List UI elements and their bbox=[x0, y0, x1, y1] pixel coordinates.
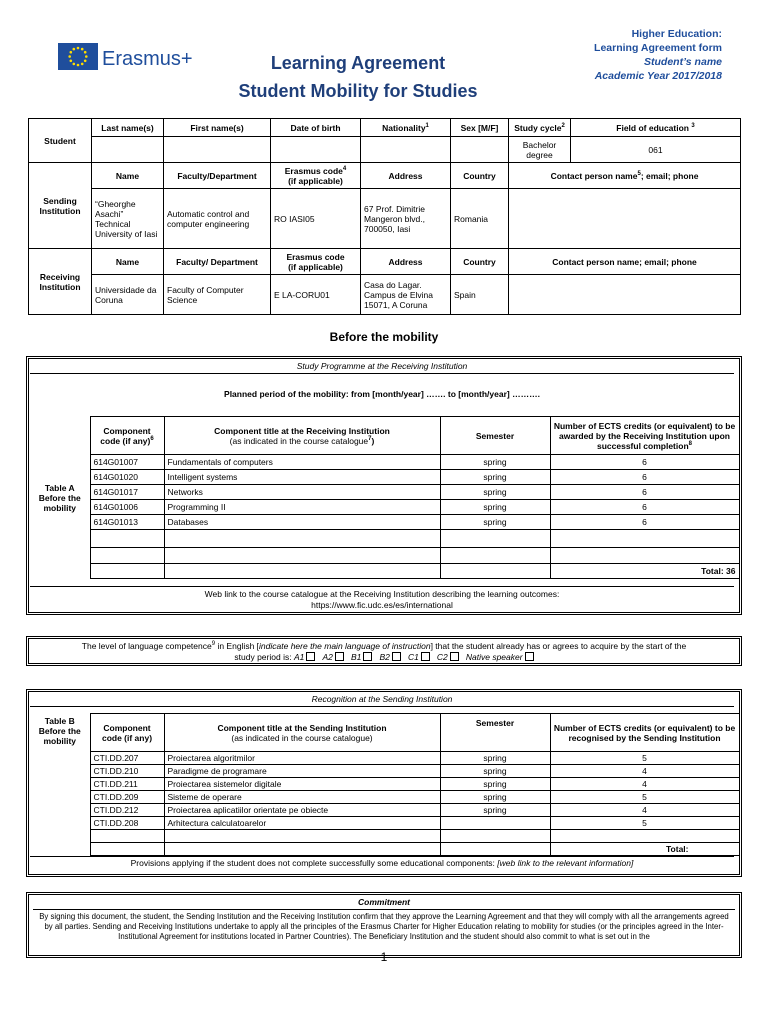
sup-1: 1 bbox=[425, 122, 429, 129]
sending-faculty-value[interactable]: Automatic control and computer engineering bbox=[164, 189, 271, 249]
receiving-col-contact: Contact person name; email; phone bbox=[509, 249, 741, 275]
date-of-birth-value[interactable] bbox=[271, 137, 361, 163]
table-b-caption: Recognition at the Sending Institution bbox=[30, 694, 734, 707]
table-b-label: Table B Before the mobility bbox=[30, 714, 90, 856]
sup-5: 5 bbox=[637, 170, 641, 177]
sending-code-text: Erasmus code bbox=[284, 165, 343, 176]
sending-address-value[interactable]: 67 Prof. Dimitrie Mangeron blvd., 700050, Iasi bbox=[361, 189, 451, 249]
col-nationality bbox=[361, 119, 451, 137]
commitment-title: Commitment bbox=[33, 897, 735, 910]
row-code: CTI.DD.207 bbox=[90, 752, 164, 765]
table-row bbox=[30, 843, 739, 856]
row-code: CTI.DD.208 bbox=[90, 817, 164, 830]
row-credits: 6 bbox=[550, 500, 739, 515]
row-semester: spring bbox=[440, 455, 550, 470]
col-study-cycle bbox=[509, 119, 571, 137]
row-title: Databases bbox=[164, 515, 440, 530]
row-title: Proiectarea algoritmilor bbox=[164, 752, 440, 765]
sex-value[interactable] bbox=[451, 137, 509, 163]
table-row bbox=[30, 455, 739, 470]
language-line1 bbox=[29, 639, 739, 652]
table-b-total: Total: bbox=[550, 843, 739, 856]
table-b-col-credits: Number of ECTS credits (or equivalent) to be recognised by the Sending Institution bbox=[550, 714, 739, 752]
header-right-line2: Learning Agreement form bbox=[594, 42, 722, 54]
table-a-title-sub: (as indicated in the course catalogue bbox=[229, 435, 369, 446]
language-italic: indicate here the main language of instruction bbox=[259, 640, 431, 651]
sending-label: Sending Institution bbox=[29, 163, 92, 249]
sending-contact-value[interactable] bbox=[509, 189, 741, 249]
table-a-label: Table A Before the mobility bbox=[30, 417, 90, 579]
checkbox-b1[interactable] bbox=[363, 652, 372, 661]
row-semester: spring bbox=[440, 500, 550, 515]
level-b2: B2 bbox=[379, 651, 390, 662]
language-text3: ] that the student already has or agrees to acquire by the start of the bbox=[430, 640, 687, 651]
row-title: Proiectarea sistemelor digitale bbox=[164, 778, 440, 791]
institutions-table bbox=[28, 118, 741, 315]
table-row bbox=[30, 470, 739, 485]
last-name-value[interactable] bbox=[92, 137, 164, 163]
table-a-title-text: Component title at the Receiving Institution bbox=[214, 425, 390, 436]
sending-col-name: Name bbox=[92, 163, 164, 189]
table-row bbox=[30, 530, 739, 548]
row-credits: 6 bbox=[550, 455, 739, 470]
table-row bbox=[30, 817, 739, 830]
row-semester: spring bbox=[440, 485, 550, 500]
language-text2: in English [ bbox=[215, 640, 260, 651]
provisions-text: Provisions applying if the student does not complete successfully some educational components: bbox=[130, 858, 498, 868]
row-code: 614G01013 bbox=[90, 515, 164, 530]
language-box bbox=[26, 636, 742, 666]
student-label: Student bbox=[29, 119, 92, 163]
row-code: CTI.DD.209 bbox=[90, 791, 164, 804]
receiving-col-name: Name bbox=[92, 249, 164, 275]
row-code: 614G01020 bbox=[90, 470, 164, 485]
sup-3: 3 bbox=[691, 122, 695, 129]
row-credits: 6 bbox=[550, 470, 739, 485]
table-row bbox=[30, 791, 739, 804]
col-last-name: Last name(s) bbox=[92, 119, 164, 137]
sending-country-value[interactable]: Romania bbox=[451, 189, 509, 249]
row-code: 614G01006 bbox=[90, 500, 164, 515]
table-row bbox=[30, 485, 739, 500]
provisions-line bbox=[30, 856, 734, 868]
checkbox-c2[interactable] bbox=[450, 652, 459, 661]
sending-name-value[interactable]: “Gheorghe Asachi” Technical University of Iasi bbox=[92, 189, 164, 249]
study-cycle-value[interactable]: Bachelor degree bbox=[509, 137, 571, 163]
row-code: CTI.DD.212 bbox=[90, 804, 164, 817]
checkbox-a1[interactable] bbox=[306, 652, 315, 661]
field-text: Field of education bbox=[616, 122, 689, 133]
planned-period: Planned period of the mobility: from [month/year] ……. to [month/year] ………. bbox=[224, 389, 540, 399]
language-text4: study period is: bbox=[234, 651, 294, 662]
row-title: Fundamentals of computers bbox=[164, 455, 440, 470]
row-title: Programming II bbox=[164, 500, 440, 515]
field-of-education-value[interactable]: 061 bbox=[571, 137, 741, 163]
sup-7: 7 bbox=[368, 435, 372, 442]
table-a-col-code bbox=[90, 417, 164, 455]
row-credits: 4 bbox=[550, 804, 739, 817]
receiving-country-value[interactable]: Spain bbox=[451, 275, 509, 315]
nationality-value[interactable] bbox=[361, 137, 451, 163]
receiving-code-applicable: (if applicable) bbox=[288, 261, 343, 272]
row-code: 614G01007 bbox=[90, 455, 164, 470]
sending-code-applicable: (if applicable) bbox=[288, 175, 343, 186]
table-a-col-semester: Semester bbox=[440, 417, 550, 455]
sending-col-address: Address bbox=[361, 163, 451, 189]
row-semester: spring bbox=[440, 470, 550, 485]
sending-contact-text: Contact person name bbox=[550, 170, 638, 181]
level-b1: B1 bbox=[350, 651, 362, 662]
row-credits: 5 bbox=[550, 817, 739, 830]
row-semester: spring bbox=[440, 765, 550, 778]
commitment-text: By signing this document, the student, the Sending Institution and the Receiving Institution confirm that they approve the Learning Agreement and that they will comply with all the arrangements agreed by all parties. Sending and Receiving Institutions undertake to apply all the principles of the Erasmus Charter for Higher Education relating to mobility for studies (or the principles agreed in the Inter-Institutional Agreement for institutions located in Partner Countries). The Beneficiary Institution and the student should also commit to what is set out in the bbox=[39, 912, 729, 941]
col-field-of-education bbox=[571, 119, 741, 137]
receiving-code-text: Erasmus code bbox=[286, 251, 345, 262]
table-a-col-credits bbox=[550, 417, 739, 455]
row-semester: spring bbox=[440, 515, 550, 530]
row-code: CTI.DD.210 bbox=[90, 765, 164, 778]
weblink-url[interactable]: https://www.fic.udc.es/es/international bbox=[311, 600, 453, 610]
eu-flag-icon bbox=[58, 43, 98, 70]
table-row bbox=[30, 500, 739, 515]
row-semester: spring bbox=[440, 752, 550, 765]
page-title: Learning Agreement bbox=[270, 53, 446, 73]
header-right-line4: Academic Year 2017/2018 bbox=[594, 70, 722, 82]
before-mobility-heading: Before the mobility bbox=[329, 330, 439, 344]
col-date-of-birth: Date of birth bbox=[271, 119, 361, 137]
level-a1: A1 bbox=[293, 651, 305, 662]
table-a bbox=[30, 416, 740, 579]
sending-col-faculty: Faculty/Department bbox=[164, 163, 271, 189]
table-b-col-semester: Semester bbox=[440, 714, 550, 752]
commitment-box bbox=[26, 892, 742, 958]
table-a-code-text: Component code (if any) bbox=[100, 425, 151, 446]
page-number: 1 bbox=[380, 950, 388, 964]
row-title: Arhitectura calculatoarelor bbox=[164, 817, 440, 830]
table-b-title-text: Component title at the Sending Institution bbox=[217, 722, 387, 733]
table-row bbox=[30, 765, 739, 778]
language-text1: The level of language competence bbox=[81, 640, 212, 651]
table-row bbox=[30, 752, 739, 765]
sup-9: 9 bbox=[211, 641, 216, 647]
col-first-name: First name(s) bbox=[164, 119, 271, 137]
study-cycle-text: Study cycle bbox=[514, 122, 562, 133]
row-credits: 4 bbox=[550, 765, 739, 778]
table-row bbox=[30, 548, 739, 564]
sup-8: 8 bbox=[688, 440, 692, 447]
table-a-credits-text: Number of ECTS credits (or equivalent) to be awarded by the Receiving Institution upon successful completion bbox=[553, 420, 736, 451]
checkbox-native[interactable] bbox=[525, 652, 534, 661]
level-c2: C2 bbox=[436, 651, 448, 662]
row-semester: spring bbox=[440, 791, 550, 804]
language-line2 bbox=[29, 652, 739, 663]
row-title: Paradigme de programare bbox=[164, 765, 440, 778]
row-semester: spring bbox=[440, 778, 550, 791]
table-row bbox=[30, 515, 739, 530]
table-row bbox=[30, 778, 739, 791]
weblink-text: Web link to the course catalogue at the Receiving Institution describing the learning outcomes: bbox=[204, 589, 560, 599]
checkbox-c1[interactable] bbox=[421, 652, 430, 661]
table-a-col-title: Component title at the Receiving Institution (as indicated in the course catalogue$^7$) bbox=[164, 417, 440, 455]
row-title: Networks bbox=[164, 485, 440, 500]
table-b bbox=[30, 713, 740, 856]
level-a2: A2 bbox=[322, 651, 333, 662]
sup-4: 4 bbox=[342, 165, 347, 172]
header-right bbox=[520, 27, 722, 83]
row-title: Proiectarea aplicatiilor orientate pe obiecte bbox=[164, 804, 440, 817]
row-semester bbox=[440, 817, 550, 830]
col-sex: Sex [M/F] bbox=[451, 119, 509, 137]
receiving-col-faculty: Faculty/ Department bbox=[164, 249, 271, 275]
erasmus-logo-text: Erasmus+ bbox=[102, 48, 193, 70]
table-row bbox=[30, 830, 739, 843]
row-credits: 5 bbox=[550, 791, 739, 804]
receiving-contact-value[interactable] bbox=[509, 275, 741, 315]
sup-6: 6 bbox=[150, 435, 154, 442]
receiving-col-country: Country bbox=[451, 249, 509, 275]
table-a-weblink bbox=[30, 586, 734, 611]
provisions-link[interactable]: [web link to the relevant information] bbox=[497, 858, 634, 868]
row-title: Sisteme de operare bbox=[164, 791, 440, 804]
table-row bbox=[30, 564, 739, 579]
table-b-col-code: Component code (if any) bbox=[90, 714, 164, 752]
row-code: CTI.DD.211 bbox=[90, 778, 164, 791]
checkbox-b2[interactable] bbox=[392, 652, 401, 661]
table-a-total: Total: 36 bbox=[550, 564, 739, 579]
sending-contact-rest: ; email; phone bbox=[640, 170, 699, 181]
level-c1: C1 bbox=[407, 651, 419, 662]
receiving-code-value[interactable]: E LA-CORU01 bbox=[271, 275, 361, 315]
row-title: Intelligent systems bbox=[164, 470, 440, 485]
receiving-faculty-value[interactable]: Faculty of Computer Science bbox=[164, 275, 271, 315]
header-right-line3: Student’s name bbox=[644, 56, 722, 68]
table-a-caption: Study Programme at the Receiving Institution bbox=[30, 361, 734, 374]
sup-2: 2 bbox=[561, 122, 565, 129]
sending-code-value[interactable]: RO IASI05 bbox=[271, 189, 361, 249]
receiving-address-value[interactable]: Casa do Lagar. Campus de Elvina 15071, A Coruna bbox=[361, 275, 451, 315]
table-b-title-sub: (as indicated in the course catalogue) bbox=[231, 732, 373, 743]
nationality-text: Nationality bbox=[382, 122, 426, 133]
row-code: 614G01017 bbox=[90, 485, 164, 500]
sending-col-code bbox=[271, 163, 361, 189]
table-row bbox=[30, 804, 739, 817]
row-credits: 6 bbox=[550, 515, 739, 530]
header-right-line1: Higher Education: bbox=[631, 28, 722, 40]
level-native: Native speaker bbox=[465, 651, 523, 662]
receiving-name-value[interactable]: Universidade da Coruna bbox=[92, 275, 164, 315]
sending-col-country: Country bbox=[451, 163, 509, 189]
page-subtitle: Student Mobility for Studies bbox=[238, 81, 478, 101]
receiving-col-code bbox=[271, 249, 361, 275]
receiving-label: Receiving Institution bbox=[29, 249, 92, 315]
table-b-col-title bbox=[164, 714, 440, 752]
checkbox-a2[interactable] bbox=[335, 652, 344, 661]
row-credits: 4 bbox=[550, 778, 739, 791]
sending-col-contact bbox=[509, 163, 741, 189]
row-credits: 5 bbox=[550, 752, 739, 765]
row-credits: 6 bbox=[550, 485, 739, 500]
receiving-col-address: Address bbox=[361, 249, 451, 275]
first-name-value[interactable] bbox=[164, 137, 271, 163]
row-semester: spring bbox=[440, 804, 550, 817]
